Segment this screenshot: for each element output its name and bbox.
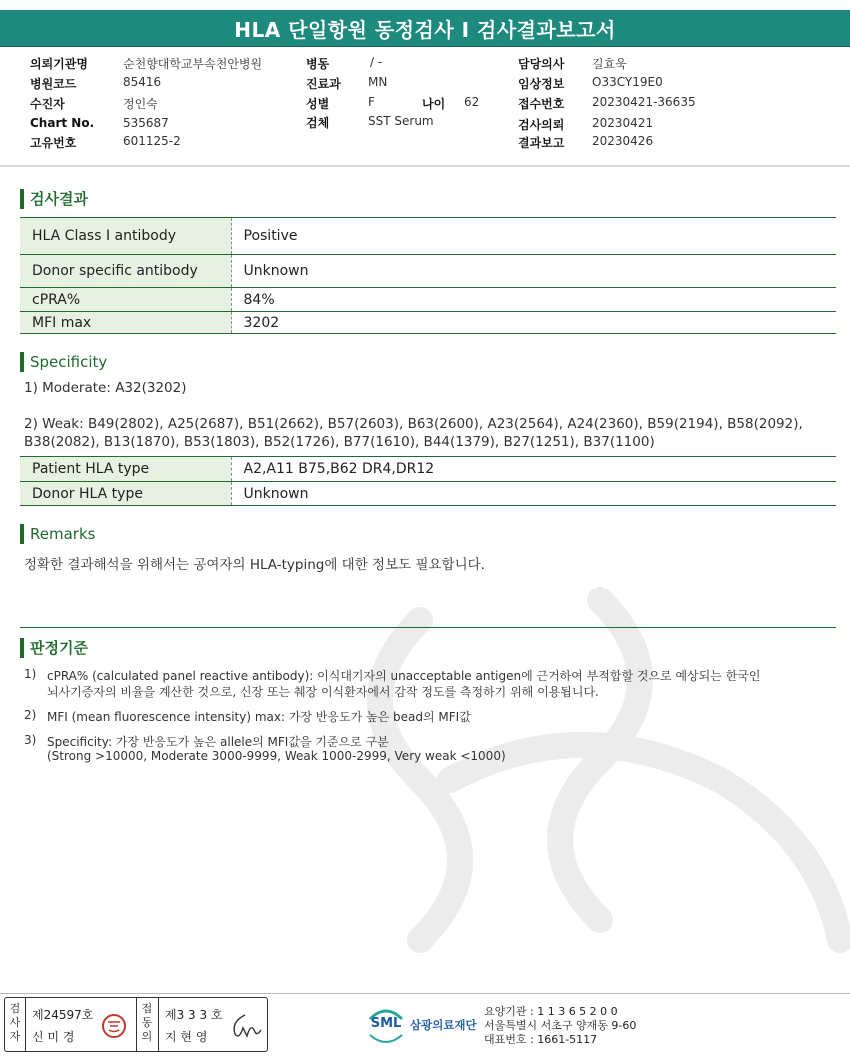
ward-label: 병동 (306, 57, 330, 71)
approver-label: 접동의 (141, 1002, 153, 1043)
section-marker (20, 189, 24, 209)
institution-name: 삼광의료재단 (410, 1018, 477, 1032)
section-marker (20, 638, 24, 658)
result-value: Positive (231, 218, 836, 255)
chart-no-label: Chart No. (30, 116, 95, 130)
age-label: 나이 (422, 97, 446, 111)
header-row-clinical-info (518, 75, 818, 94)
criteria-number: 3) (24, 733, 37, 747)
header-row-unique-no (0, 134, 300, 153)
table-row (20, 457, 836, 482)
criteria-line: 뇌사기증자의 비율을 계산한 것으로, 신장 또는 췌장 이식환자에서 감작 정도를 측정하기 위해 이용됩니다. (47, 685, 599, 699)
criteria-line: (Strong >10000, Moderate 3000-9999, Weak 1000-2999, Very weak <1000) (47, 749, 506, 763)
hospital-code-value: 85416 (123, 75, 162, 89)
result-key: HLA Class I antibody (20, 218, 231, 255)
divider (25, 998, 26, 1051)
institution-info (484, 1005, 636, 1047)
header-row-institution (0, 55, 300, 74)
sex-label: 성별 (306, 97, 330, 111)
report-title: HLA 단일항원 동정검사 I 검사결과보고서 (0, 10, 850, 47)
results-table (20, 217, 836, 334)
criteria-line: Specificity: 가장 반응도가 높은 allele의 MFI값을 기준으로 구분 (47, 735, 389, 749)
header-row-sex-age (306, 95, 506, 114)
tester-seal-icon (101, 1013, 127, 1039)
header-row-request-date (518, 116, 818, 135)
specificity-moderate: 1) Moderate: A32(3202) (24, 380, 187, 396)
specificity-weak-line1: 2) Weak: B49(2802), A25(2687), B51(2662), B57(2603), B63(2600), A23(2564), A24(2360), B59(2194), B58(2092), (24, 416, 803, 432)
header-divider (0, 165, 850, 167)
approver-name: 지 현 영 (165, 1030, 208, 1044)
clinical-info-label: 임상정보 (518, 77, 565, 91)
divider (136, 998, 137, 1051)
hla-type-value: Unknown (231, 482, 836, 506)
result-value: 84% (231, 288, 836, 312)
specimen-label: 검체 (306, 116, 330, 130)
institution-address: 서울특별시 서초구 양재동 9-60 (484, 1019, 637, 1032)
section-marker (20, 524, 24, 544)
header-row-patient (0, 95, 300, 114)
results-section-title (20, 188, 88, 209)
approver-signature-icon (227, 1010, 263, 1042)
criteria-line: MFI (mean fluorescence intensity) max: 가장 반응도가 높은 bead의 MFI값 (47, 710, 471, 724)
specimen-value: SST Serum (368, 114, 434, 128)
criteria-line: cPRA% (calculated panel reactive antibody): 이식대기자의 unacceptable antigen에 근거하여 부적합할 것으로 예상되는 한국인 (47, 669, 761, 683)
criteria-number: 2) (24, 708, 37, 722)
remarks-section-title (20, 524, 95, 544)
institution-code: 요양기관 : 1 1 3 6 5 2 0 0 (484, 1005, 618, 1018)
request-date-value: 20230421 (592, 116, 654, 130)
footer-divider (0, 993, 850, 994)
sex-value: F (368, 95, 375, 109)
report-date-value: 20230426 (592, 134, 654, 148)
clinical-info-value: O33CY19E0 (592, 75, 663, 89)
hospital-code-label: 병원코드 (30, 77, 77, 91)
hla-type-table (20, 456, 836, 506)
watermark-logo (300, 560, 850, 1000)
chart-no-value: 535687 (123, 116, 169, 130)
department-value: MN (368, 75, 388, 89)
header-row-hospital-code (0, 75, 300, 94)
header-row-specimen (306, 114, 506, 133)
header-row-report-date (518, 134, 818, 153)
receipt-no-label: 접수번호 (518, 97, 565, 111)
result-key: cPRA% (20, 288, 231, 312)
specificity-section-label: Specificity (30, 353, 108, 371)
report-date-label: 결과보고 (518, 136, 565, 150)
header-row-doctor (518, 55, 818, 74)
hla-type-value: A2,A11 B75,B62 DR4,DR12 (231, 457, 836, 482)
result-key: Donor specific antibody (20, 255, 231, 288)
criteria-section-label: 판정기준 (30, 639, 88, 657)
approver-license-no: 제3 3 3 호 (165, 1008, 223, 1022)
institution-value: 순천향대학교부속천안병원 (123, 57, 263, 71)
tester-name: 신 미 경 (32, 1030, 75, 1044)
doctor-value: 길효욱 (592, 57, 627, 71)
table-row (20, 482, 836, 506)
criteria-divider (20, 627, 836, 628)
hla-type-key: Patient HLA type (20, 457, 231, 482)
remarks-text: 정확한 결과해석을 위해서는 공여자의 HLA-typing에 대한 정보도 필요합니다. (24, 557, 485, 573)
request-date-label: 검사의뢰 (518, 118, 565, 132)
result-key: MFI max (20, 312, 231, 334)
specificity-weak-line2: B38(2082), B13(1870), B53(1803), B52(1726), B77(1610), B44(1379), B27(1251), B37(1100) (24, 434, 655, 450)
table-row (20, 312, 836, 334)
result-value: Unknown (231, 255, 836, 288)
divider (158, 998, 159, 1051)
ward-value: / - (370, 55, 383, 69)
remarks-section-label: Remarks (30, 525, 96, 543)
header-row-department (306, 75, 506, 94)
header-row-chart (0, 116, 300, 135)
sml-logo-text: SML (370, 1016, 402, 1031)
institution-phone: 대표번호 : 1661-5117 (484, 1033, 598, 1046)
age-value: 62 (464, 95, 480, 109)
patient-label: 수진자 (30, 97, 65, 111)
section-marker (20, 352, 24, 372)
tester-license-no: 제24597호 (32, 1008, 94, 1022)
doctor-label: 담당의사 (518, 57, 565, 71)
header-row-receipt-no (518, 95, 818, 114)
results-section-label: 검사결과 (30, 190, 88, 208)
header-row-ward (306, 55, 506, 74)
unique-no-value: 601125-2 (123, 134, 181, 148)
result-value: 3202 (231, 312, 836, 334)
unique-no-label: 고유번호 (30, 136, 77, 150)
table-row (20, 218, 836, 255)
tester-label: 검사자 (9, 1002, 21, 1043)
hla-type-key: Donor HLA type (20, 482, 231, 506)
department-label: 진료과 (306, 77, 341, 91)
sml-logo (366, 1004, 477, 1046)
institution-label: 의뢰기관명 (30, 57, 88, 71)
table-row (20, 288, 836, 312)
table-row (20, 255, 836, 288)
criteria-section-title (20, 637, 88, 658)
criteria-number: 1) (24, 667, 37, 681)
signature-box (4, 997, 268, 1052)
receipt-no-value: 20230421-36635 (592, 95, 696, 109)
specificity-section-title (20, 352, 107, 372)
patient-value: 정인숙 (123, 97, 158, 111)
